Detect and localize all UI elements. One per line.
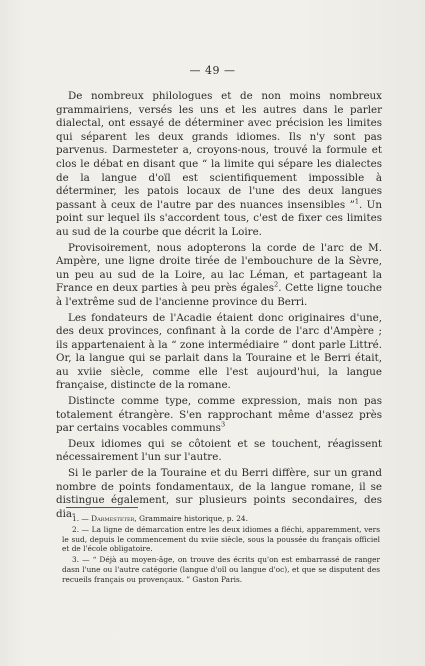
paragraph-text: Deux idiomes qui se côtoient et se touchent, réagissent nécessairement l'un sur l'autre. — [56, 437, 382, 464]
footnote-text: Grammaire historique, p. 24. — [139, 514, 248, 523]
footnote-ref: 1 — [354, 197, 359, 206]
paragraph-text-continued: . Cette ligne touche à l'extrême sud de l'ancienne province du Berri. — [56, 282, 382, 308]
footnotes — [62, 514, 380, 586]
paragraph — [56, 312, 382, 394]
footnote-ref: 2 — [274, 280, 279, 289]
footnote-text: “ Déjà au moyen-âge, on trouve des écrits qu'on est embarrassé de ranger dasn l'une ou l'autre catégorie (langue d'oïl ou langue d'oc), et que se disputent des recueils français ou provençaux. ” Gaston Paris. — [62, 555, 381, 584]
paragraph — [56, 242, 382, 310]
paragraph-text-continued: . Un point sur lequel ils s'accordent tous, c'est de fixer ces limites au sud de la courbe que décrit la Loire. — [56, 198, 382, 238]
footnote-label: 3. — — [72, 555, 90, 565]
paragraph — [56, 395, 382, 436]
footnote-text: La ligne de démarcation entre les deux idiomes a fléchi, apparemment, vers le sud, depuis le commencement du xviie siècle, sous la poussée du français officiel et de l'école obligatoire. — [62, 524, 380, 554]
footnote-divider — [66, 507, 138, 508]
footnote-ref: 3 — [220, 420, 226, 429]
paragraph-text: De nombreux philologues et de non moins nombreux grammairiens, versés les uns et les autres dans le parler dialectal, ont essayé de déterminer avec précision les limites qui séparent les deux grands idiomes. Ils n'y sont pas parvenus. Darmesteter a, croyons-nous, trouvé la formule et clos le débat en disant que “ la limite qui sépare les dialectes de la langue d'oïl est scientifiquement impossible à déterminer, les patois locaux de l'une des deux langues passant à ceux de l'autre par des nuances insensibles ” — [56, 90, 382, 211]
footnote — [62, 525, 380, 554]
paragraph-text: Les fondateurs de l'Acadie étaient donc originaires d'une, des deux provinces, confinant à la corde de l'arc d'Ampère ; ils appartenaient à la “ zone intermédiaire ” dont parle Littré. Or, la langue qui se parlait dans la Touraine et le Berri était, au xviie siècle, comme elle l'est aujourd'hui, la langue française, distincte de la romane. — [56, 311, 382, 392]
paragraph-text: Si le parler de la Touraine et du Berri diffère, sur un grand nombre de points fondamentaux, de la langue romane, il se distingue également, sur plusieurs points secondaires, des dia- — [56, 467, 382, 520]
footnote-label: 1. — — [72, 514, 89, 523]
body-text — [56, 90, 382, 523]
page-number: — 49 — — [189, 64, 236, 77]
paragraph — [56, 438, 382, 465]
paragraph — [56, 90, 382, 240]
footnote-label: 2. — — [72, 524, 90, 534]
paragraph-text: Distincte comme type, comme expression, mais non pas totalement étrangère. S'en rapprochant même d'assez près par certains vocables communs — [56, 395, 382, 435]
footnote — [62, 514, 380, 524]
paragraph-text: Provisoirement, nous adopterons la corde de l'arc de M. Ampère, une ligne droite tirée de l'embouchure de la Sèvre, un peu au sud de la Loire, au lac Léman, et partageant la France en deux parties à peu près égales — [56, 241, 382, 295]
footnote-author: Darmesteter, — [91, 514, 137, 523]
footnote — [62, 555, 380, 584]
